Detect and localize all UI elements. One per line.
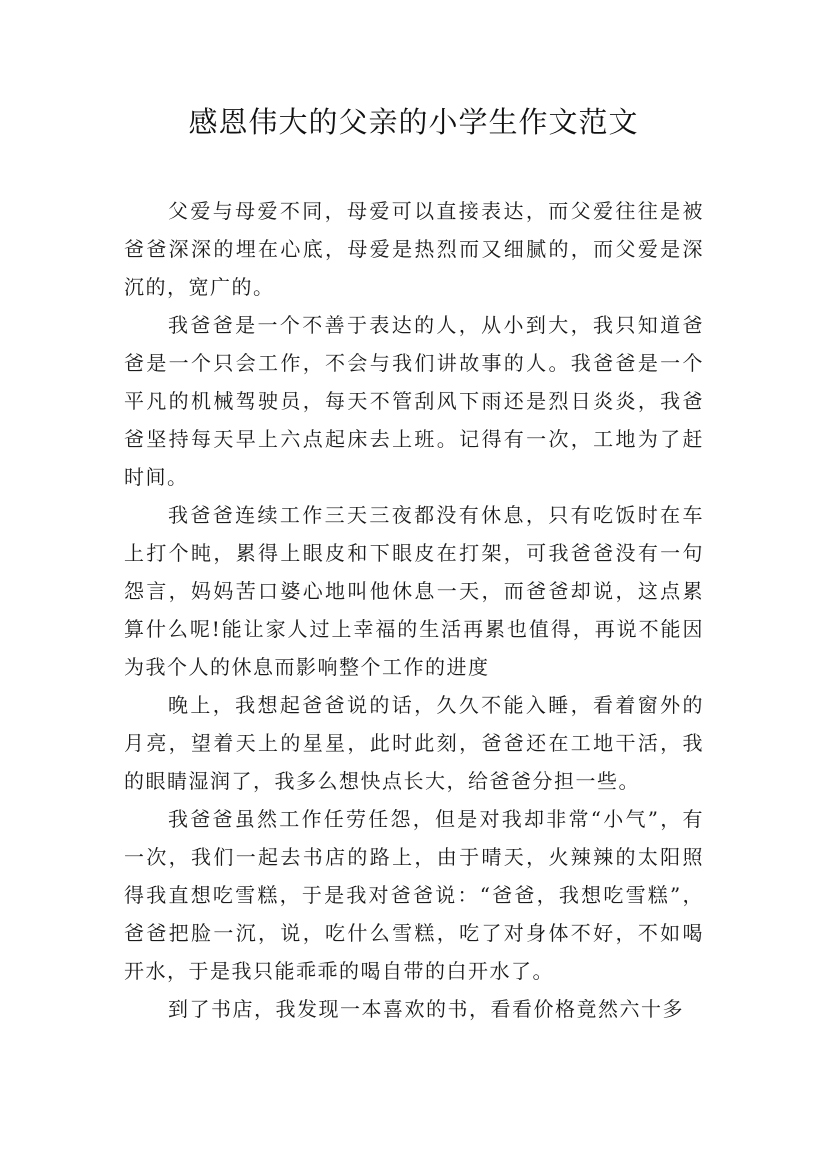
paragraph-1: 父爱与母爱不同，母爱可以直接表达，而父爱往往是被爸爸深深的埋在心底，母爱是热烈而又细腻的，而父爱是深沉的，宽广的。 [124, 199, 704, 299]
paragraph-6: 到了书店，我发现一本喜欢的书，看看价格竟然六十多 [168, 997, 684, 1021]
paragraph-2: 我爸爸是一个不善于表达的人，从小到大，我只知道爸爸是一个只会工作，不会与我们讲故事的人。我爸爸是一个平凡的机械驾驶员，每天不管刮风下雨还是烈日炎炎，我爸爸坚持每天早上六点起床去上班。记得有一次，工地为了赶时间。 [124, 313, 704, 489]
document-title: 感恩伟大的父亲的小学生作文范文 [188, 105, 639, 139]
paragraph-3: 我爸爸连续工作三天三夜都没有休息，只有吃饭时在车上打个盹，累得上眼皮和下眼皮在打架，可我爸爸没有一句怨言，妈妈苦口婆心地叫他休息一天，而爸爸却说，这点累算什么呢!能让家人过上幸福的生活再累也值得，再说不能因为我个人的休息而影响整个工作的进度 [124, 503, 704, 679]
paragraph-5: 我爸爸虽然工作任劳任怨，但是对我却非常“小气”，有一次，我们一起去书店的路上，由于晴天，火辣辣的太阳照得我直想吃雪糕，于是我对爸爸说：“爸爸，我想吃雪糕”，爸爸把脸一沉，说，吃什么雪糕，吃了对身体不好，不如喝开水，于是我只能乖乖的喝自带的白开水了。 [124, 807, 704, 983]
document-body [124, 192, 704, 1028]
paragraph-4: 晚上，我想起爸爸说的话，久久不能入睡，看着窗外的月亮，望着天上的星星，此时此刻，爸爸还在工地干活，我的眼睛湿润了，我多么想快点长大，给爸爸分担一些。 [124, 693, 704, 793]
